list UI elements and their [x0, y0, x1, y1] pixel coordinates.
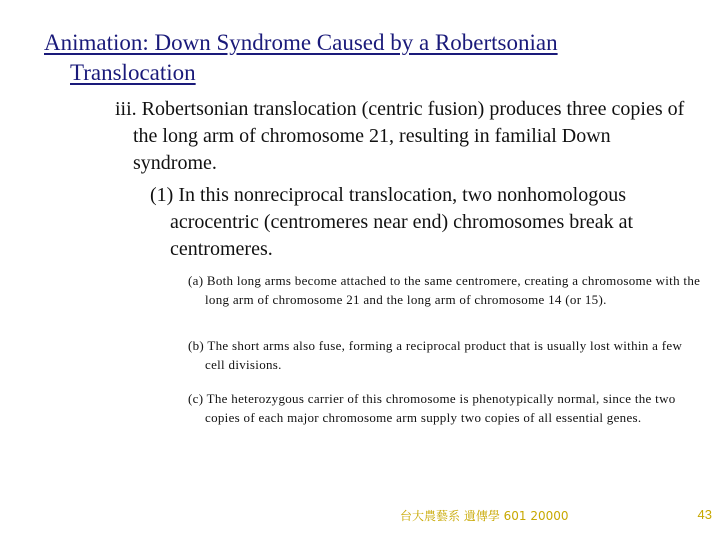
footer-text: 台大農藝系 遺傳學 601 20000 [400, 509, 569, 523]
sub-bullet-a: (a) Both long arms become attached to the same centromere, creating a chromosome with the long arm of chromosome 21 and the long arm of chromosome 14 (or 15). [188, 273, 701, 307]
slide-title-line2[interactable]: Translocation [70, 60, 196, 85]
sub-bullet-b: (b) The short arms also fuse, forming a reciprocal product that is usually lost within a few cell divisions. [188, 338, 683, 372]
slide-title[interactable] [44, 28, 644, 88]
bullet-1: (1) In this nonreciprocal translocation, two nonhomologous acrocentric (centromeres near end) chromosomes break at centromeres. [150, 184, 634, 260]
slide-title-line1[interactable]: Animation: Down Syndrome Caused by a Robertsonian [44, 30, 558, 55]
page-number: 43 [697, 507, 712, 522]
bullet-iii: iii. Robertsonian translocation (centric fusion) produces three copies of the long arm of chromosome 21, resulting in familial Down syndrome. [115, 98, 685, 174]
sub-bullet-c: (c) The heterozygous carrier of this chromosome is phenotypically normal, since the two copies of each major chromosome arm supply two copies of all essential genes. [188, 391, 676, 425]
